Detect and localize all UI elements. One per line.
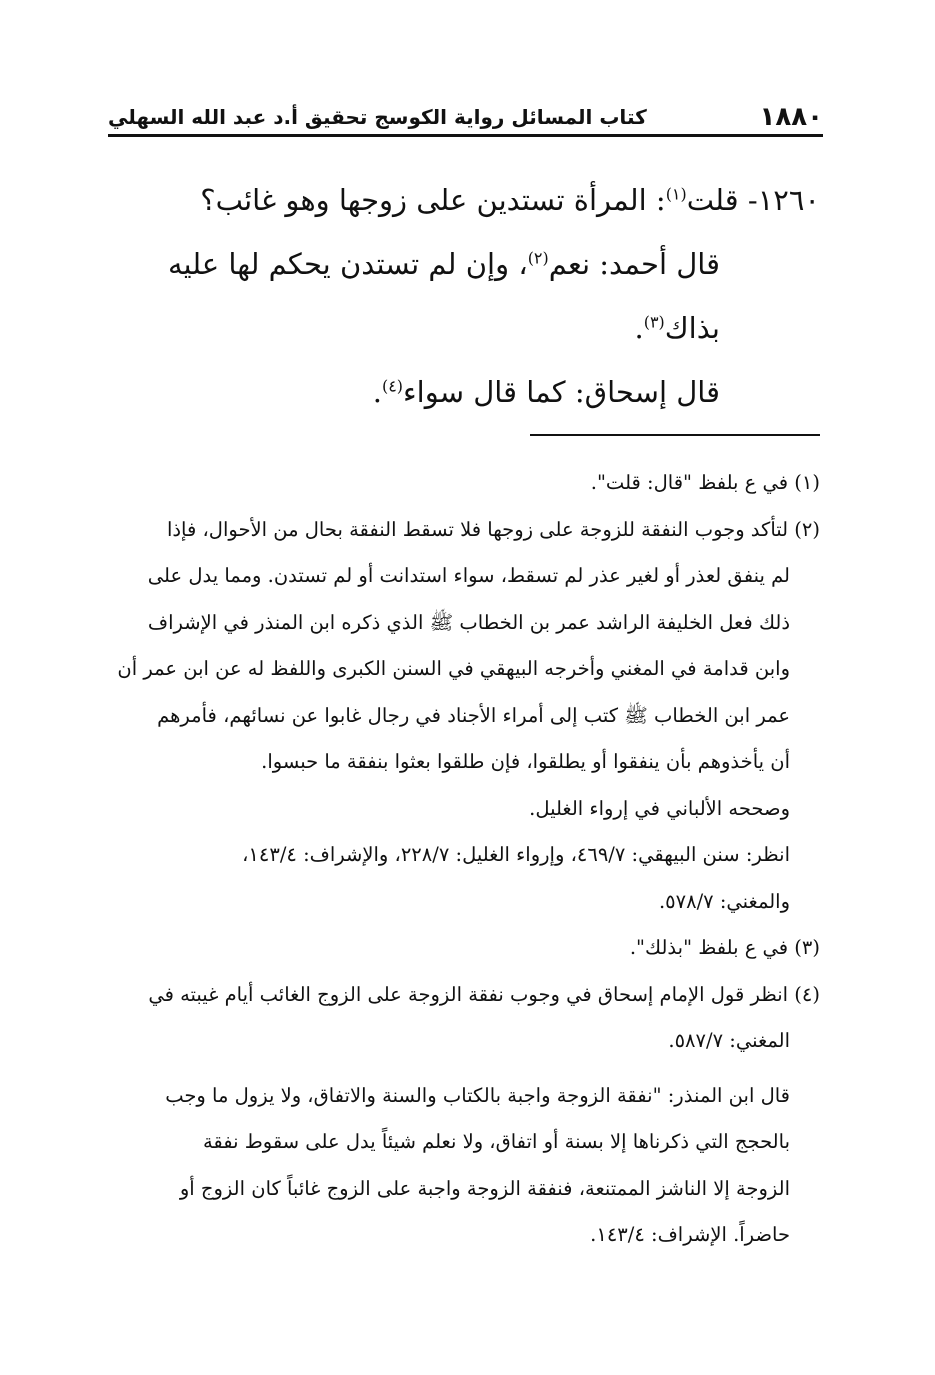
ishaq-answer xyxy=(108,360,820,424)
question-number: ١٢٦٠- xyxy=(747,183,820,217)
ahmad-prefix: قال أحمد: نعم xyxy=(548,247,720,281)
main-text xyxy=(108,168,820,424)
ahmad-answer-continued xyxy=(108,296,820,360)
ahmad-answer xyxy=(108,232,820,296)
footnote-4-line-4: بالحجج التي ذكرناها إلا بسنة أو اتفاق، ولا نعلم شيئاً يدل على سقوط نفقة xyxy=(202,1130,790,1153)
footnote-2-line-6: أن يأخذوهم بأن ينفقوا أو يطلقوا، فإن طلقوا بعثوا بنفقة ما حبسوا. xyxy=(261,750,790,773)
footnote-2-line-2: لم ينفق لعذر أو لغير عذر لم تسقط، سواء استدانت أو لم تستدن. ومما يدل على xyxy=(147,564,790,587)
header-rule xyxy=(108,134,823,137)
footnote-4-line-3: قال ابن المنذر: "نفقة الزوجة واجبة بالكتاب والسنة والاتفاق، ولا يزول ما وجب xyxy=(165,1083,790,1107)
footnote-4-line-2: المغني: ٥٨٧/٧. xyxy=(668,1029,790,1052)
footnote-2-line-5: عمر ابن الخطاب ﷺ كتب إلى أمراء الأجناد في رجال غابوا عن نسائهم، فأمرهم xyxy=(157,703,790,727)
footnote-ref-1: (١) xyxy=(665,184,687,204)
footnote-ref-4: (٤) xyxy=(382,376,404,396)
footnote-ref-2: (٢) xyxy=(527,248,549,268)
question-paragraph xyxy=(108,168,820,232)
question-text: : المرأة تستدين على زوجها وهو غائب؟ xyxy=(200,183,666,217)
footnote-2-line-7: وصححه الألباني في إرواء الغليل. xyxy=(529,796,790,820)
running-title: كتاب المسائل رواية الكوسج تحقيق أ.د عبد الله السهلي xyxy=(108,105,647,129)
ahmad-cont-end: . xyxy=(634,311,644,345)
footnote-2-line-1: (٢) لتأكد وجوب النفقة للزوجة على زوجها فلا تسقط النفقة بحال من الأحوال، فإذا xyxy=(166,517,820,541)
page-header xyxy=(108,88,823,132)
footnote-4-line-5: الزوجة إلا الناشز الممتنعة، فنفقة الزوجة واجبة على الزوج غائباً كان الزوج أو xyxy=(179,1176,790,1200)
footnote-2-line-4: وابن قدامة في المغني وأخرجه البيهقي في السنن الكبرى واللفظ له عن ابن عمر أن xyxy=(117,657,790,680)
footnote-2-line-8: انظر: سنن البيهقي: ٤٦٩/٧، وإرواء الغليل: ٢٢٨/٧، والإشراف: ١٤٣/٤، xyxy=(242,843,790,866)
footnote-4-line-6: حاضراً. الإشراف: ١٤٣/٤. xyxy=(590,1223,790,1246)
ahmad-cont: بذاك xyxy=(664,311,720,345)
ishaq-end: . xyxy=(372,375,383,409)
footnotes xyxy=(108,460,820,1259)
page-number: ١٨٨٠ xyxy=(759,102,823,132)
ishaq-prefix: قال إسحاق: كما قال سواء xyxy=(403,375,720,409)
ahmad-text: ، وإن لم تستدن يحكم لها عليه xyxy=(167,247,528,281)
footnote-separator xyxy=(530,434,820,436)
footnote-2-line-9: والمغني: ٥٧٨/٧. xyxy=(658,889,790,913)
footnote-1: (١) في ع بلفظ "قال: قلت". xyxy=(590,471,820,494)
footnote-ref-3: (٣) xyxy=(643,312,665,332)
question-prefix: قلت xyxy=(686,183,739,217)
footnote-2-line-3: ذلك فعل الخليفة الراشد عمر بن الخطاب ﷺ الذي ذكره ابن المنذر في الإشراف xyxy=(147,610,790,634)
footnote-4-line-1: (٤) انظر قول الإمام إسحاق في وجوب نفقة الزوجة على الزوج الغائب أيام غيبته في xyxy=(148,982,820,1006)
footnote-3: (٣) في ع بلفظ "بذلك". xyxy=(629,936,820,959)
